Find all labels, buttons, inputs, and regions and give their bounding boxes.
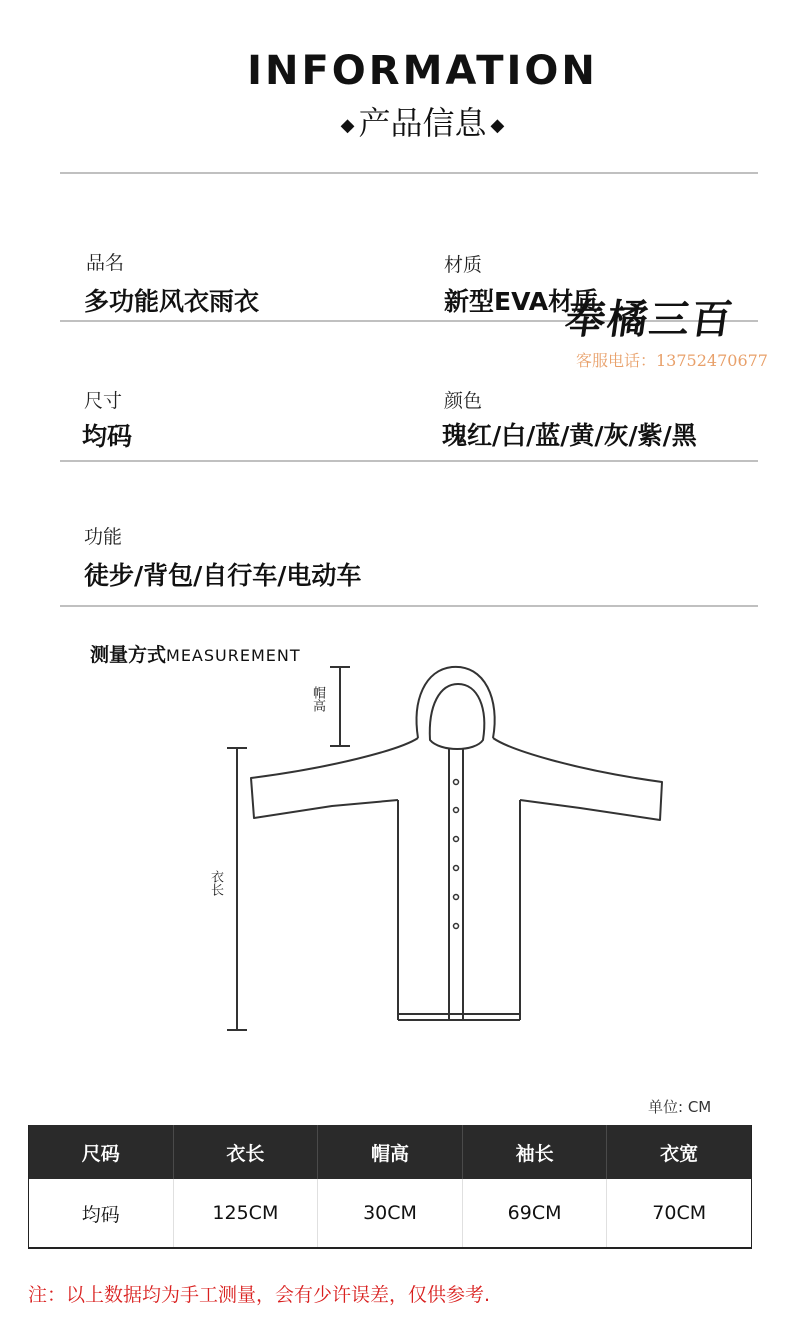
right-sleeve	[493, 738, 662, 820]
size-table	[28, 1125, 752, 1249]
button-icon	[454, 924, 459, 929]
button-icon	[454, 808, 459, 813]
table-row	[29, 1179, 752, 1248]
table-cell: 125CM	[173, 1179, 318, 1248]
spec-label-function: 功能	[84, 526, 123, 548]
table-cell: 30CM	[318, 1179, 463, 1248]
table-cell: 70CM	[607, 1179, 752, 1248]
diamond-icon: ◆	[490, 114, 505, 136]
left-sleeve	[251, 738, 418, 818]
spec-label-color: 颜色	[444, 390, 483, 412]
spec-value-material: 新型EVA材质	[444, 287, 599, 316]
store-watermark-name: 奉橘三百	[562, 296, 737, 343]
unit-label: 单位: CM	[648, 1098, 712, 1116]
spec-value-color: 瑰红/白/蓝/黄/灰/紫/黑	[442, 421, 697, 450]
page-title-cn-text: 产品信息	[358, 104, 487, 142]
length-label: 衣长	[208, 870, 223, 896]
hood-face-opening	[430, 684, 484, 749]
spec-label-name: 品名	[86, 252, 125, 274]
button-icon	[454, 780, 459, 785]
spec-value-name: 多功能风衣雨衣	[84, 287, 260, 316]
measurement-title-en: MEASUREMENT	[166, 646, 301, 665]
diamond-icon: ◆	[340, 114, 355, 136]
table-header: 帽高	[318, 1125, 463, 1179]
placket	[449, 748, 463, 1020]
spec-label-size: 尺寸	[84, 390, 123, 412]
store-watermark-phone: 客服电话：13752470677	[576, 351, 768, 370]
button-icon	[454, 895, 459, 900]
button-icon	[454, 837, 459, 842]
button-icon	[454, 866, 459, 871]
table-cell: 均码	[29, 1179, 174, 1248]
table-header: 尺码	[29, 1125, 174, 1179]
measurement-note: 注：以上数据均为手工测量，会有少许误差，仅供参考.	[28, 1284, 491, 1306]
spec-value-size: 均码	[82, 422, 133, 451]
table-header-row	[29, 1125, 752, 1179]
spec-label-material: 材质	[444, 254, 483, 276]
hood-height-label: 帽高	[310, 686, 325, 712]
table-header: 衣宽	[607, 1125, 752, 1179]
hood-outline	[417, 667, 495, 738]
spec-value-function: 徒步/背包/自行车/电动车	[84, 561, 362, 590]
measurement-title-cn: 测量方式	[90, 644, 167, 666]
page-title-en: INFORMATION	[247, 48, 598, 94]
table-header: 衣长	[173, 1125, 318, 1179]
table-cell: 69CM	[462, 1179, 607, 1248]
table-header: 袖长	[462, 1125, 607, 1179]
